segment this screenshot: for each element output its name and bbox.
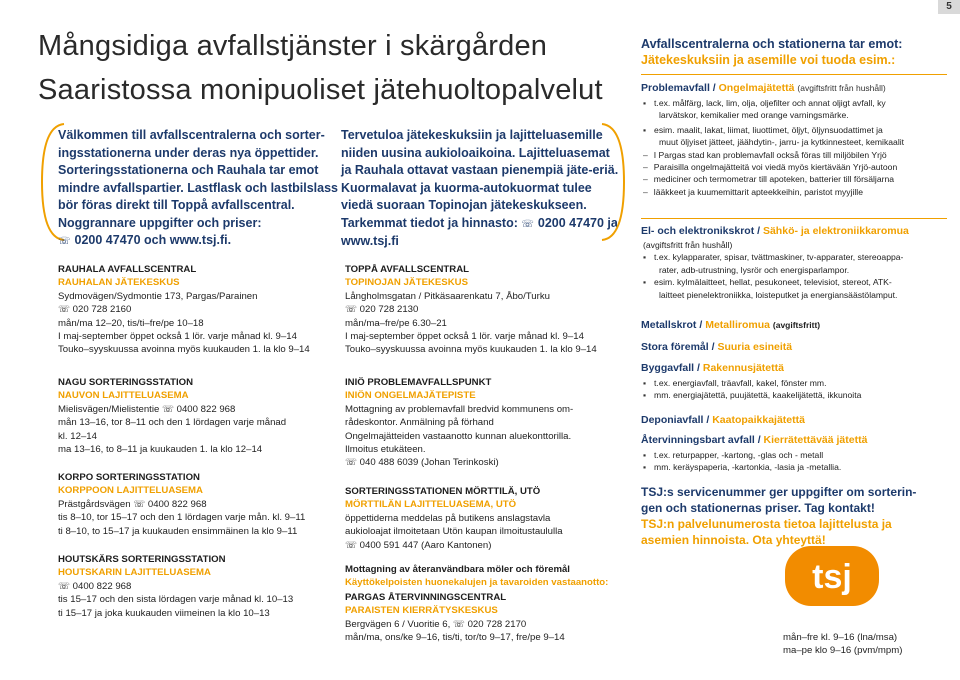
recycling-list: ▪ t.ex. returpapper, -kartong, -glas och - metall ▪ mm. keräyspaperia, -kartonkia, -lasia ja -metallia. [643,449,841,474]
page-number: 5 [938,0,960,14]
metal-heading: Metallskrot / Metalliromua (avgiftsfritt) [641,319,821,331]
construction-list: ▪ t.ex. energiavfall, träavfall, kakel, fönster mm. ▪ mm. energiajätettä, puujätettä, kaakelijätettä, ikkunoita [643,377,861,402]
inio-block: INIÖ PROBLEMAVFALLSPUNKT INIÖN ONGELMAJÄTEPISTE Mottagning av problemavfall bredvid kommunens om- rådeskontor. Anmälning på förhand Ongelmajätteiden vastaanotto kunnan aluekonttorilla. Ilmoitus etukäteen. ☏ 040 488 6039 (Johan Terinkoski) [345,377,574,469]
phone-icon: ☏ [521,218,534,230]
korpo-block: KORPO SORTERINGSSTATION KORPPOON LAJITTELUASEMA Prästgårdsvägen ☏ 0400 822 968 tis 8–10, tor 15–17 och den 1 lördagen varje mån. kl. 9–11 ti 8–10, to 15–17 ja kuukauden ensimmäinen la klo 9–11 [58,472,306,537]
problem-waste-list: ▪ t.ex. målfärg, lack, lim, olja, oljefilter och annat oljigt avfall, ky larvätskor, kemikalier med orange varningsmärke. ▪ esim. maalit, lakat, liimat, liuottimet, öljyt, öljynsuodattimet ja muut öljyiset jätteet, jäähdytin-, jarru- ja kytkinnesteet, kemikaalit – I Pargas stad kan problemavfall också föras till miljöbilen Yrjö – Paraisilla ongelmajätteitä voi viedä myös kiertävään Yrjö-autoon – mediciner och termometrar till apoteken, batterier till försäljarna – lääkkeet ja kuumemittarit apteekkeihin, paristot myyjille [643,97,904,198]
divider [641,218,947,219]
large-items-heading: Stora föremål / Suuria esineitä [641,341,793,353]
divider [641,74,947,75]
tsj-service-finnish: TSJ:n palvelunumerosta tietoa lajittelusta ja asemien hinnoista. Ota yhteyttä! [641,517,892,547]
recycling-heading: Återvinningsbart avfall / Kierrätettävää jätettä [641,434,868,446]
logo-text: tsj [812,558,852,596]
right-title: Avfallscentralerna och stationerna tar emot: Jätekeskuksiin ja asemille voi tuoda esim.: [641,37,903,67]
toppa-block: TOPPÅ AVFALLSCENTRAL TOPINOJAN JÄTEKESKUS Långholmsgatan / Pitkäsaarenkatu 7, Åbo/Turku ☏ 020 728 2130 mån/ma–fre/pe 6.30–21 I maj-september öppet också 1 lör. varje månad kl. 9–14 Touko–syyskuussa avoinna myös kuukauden 1. la klo 9–14 [345,264,597,356]
tsj-service-swedish: TSJ:s servicenummer ger uppgifter om sorterin- gen och stationernas priser. Tag kontakt! [641,485,917,515]
pargas-block: PARGAS ÅTERVINNINGSCENTRAL PARAISTEN KIERRÄTYSKESKUS Bergvägen 6 / Vuoritie 6, ☏ 020 728 2170 mån/ma, ons/ke 9–16, tis/ti, tor/to 9–17, fre/pe 9–14 [345,592,565,644]
tsj-logo [783,544,881,608]
electronics-list: (avgiftsfritt från hushåll) ▪ t.ex. kylapparater, spisar, tvättmaskiner, tv-apparater, stereoappa- rater, adb-utrustning, lysrör och energisparlampor. ▪ esim. kylmälaitteet, hellat, pesukoneet, televisiot, stereot, ATK- laitteet pienelektroniikka, loisteputket ja energiansäästölamput. [643,239,903,301]
intro-bracket-right [600,122,628,242]
landfill-heading: Deponiavfall / Kaatopaikkajätettä [641,414,805,426]
intro-swedish: Välkommen till avfallscentralerna och sorter- ingsstationerna under deras nya öppettider. Sorteringsstationerna och Rauhala tar emot mindre avfallspartier. Lastflask och lastbilslass bör föras direkt till Toppå avfallscentral. Noggrannare uppgifter och priser: ☏ 0200 47470 och www.tsj.fi. [58,128,338,247]
problem-waste-heading: Problemavfall / Ongelmajätettä (avgiftsfritt från hushåll) [641,82,886,94]
service-hours: mån–fre kl. 9–16 (lna/msa) ma–pe klo 9–16 (pvm/mpm) [783,632,903,657]
intro-finnish: Tervetuloa jätekeskuksiin ja lajitteluasemille niiden uusina aukioloaikoina. Lajitteluasemat ja Rauhala ottavat vastaan pienempiä jäte-eriä. Kuormalavat ja kuorma-autokuormat tulee viedä suoraan Topinojan jätekeskukseen. Tarkemmat tiedot ja hinnasto: ☏ 0200 47470 ja www.tsj.fi [341,128,619,248]
title-finnish: Saaristossa monipuoliset jätehuoltopalvelut [38,74,603,106]
furniture-block: Mottagning av återanvändbara möler och föremål Käyttökelpoisten huonekalujen ja tavaroiden vastaanotto: [345,564,609,589]
electronics-heading: El- och elektronikskrot / Sähkö- ja elektroniikkaromua [641,225,909,237]
title-swedish: Mångsidiga avfallstjänster i skärgården [38,30,548,62]
houtskar-block: HOUTSKÄRS SORTERINGSSTATION HOUTSKARIN LAJITTELUASEMA ☏ 0400 822 968 tis 15–17 och den sista lördagen varje månad kl. 10–13 ti 15–17 ja joka kuukauden viimeinen la klo 10–13 [58,554,294,619]
phone-icon: ☏ [58,236,71,247]
utö-block: SORTERINGSSTATIONEN MÖRTTILÄ, UTÖ MÖRTTILÄN LAJITTELUASEMA, UTÖ öppettiderna meddelas på butikens anslagstavla aukioloajat ilmoitetaan Utön kaupan ilmoitustaululla ☏ 0400 591 447 (Aaro Kantonen) [345,486,563,551]
rauhala-block: RAUHALA AVFALLSCENTRAL RAUHALAN JÄTEKESKUS Sydmovägen/Sydmontie 173, Pargas/Parainen ☏ 020 728 2160 mån/ma 12–20, tis/ti–fre/pe 10–18 I maj-september öppet också 1 lör. varje månad kl. 9–14 Touko–syyskuussa avoinna myös kuukauden 1. la klo 9–14 [58,264,310,356]
nagu-block: NAGU SORTERINGSSTATION NAUVON LAJITTELUASEMA Mielisvägen/Mielistentie ☏ 0400 822 968 mån 13–16, tor 8–11 och den 1 lördagen varje månad kl. 12–14 ma 13–16, to 8–11 ja kuukauden 1. la klo 12–14 [58,377,287,456]
construction-heading: Byggavfall / Rakennusjätettä [641,362,784,374]
